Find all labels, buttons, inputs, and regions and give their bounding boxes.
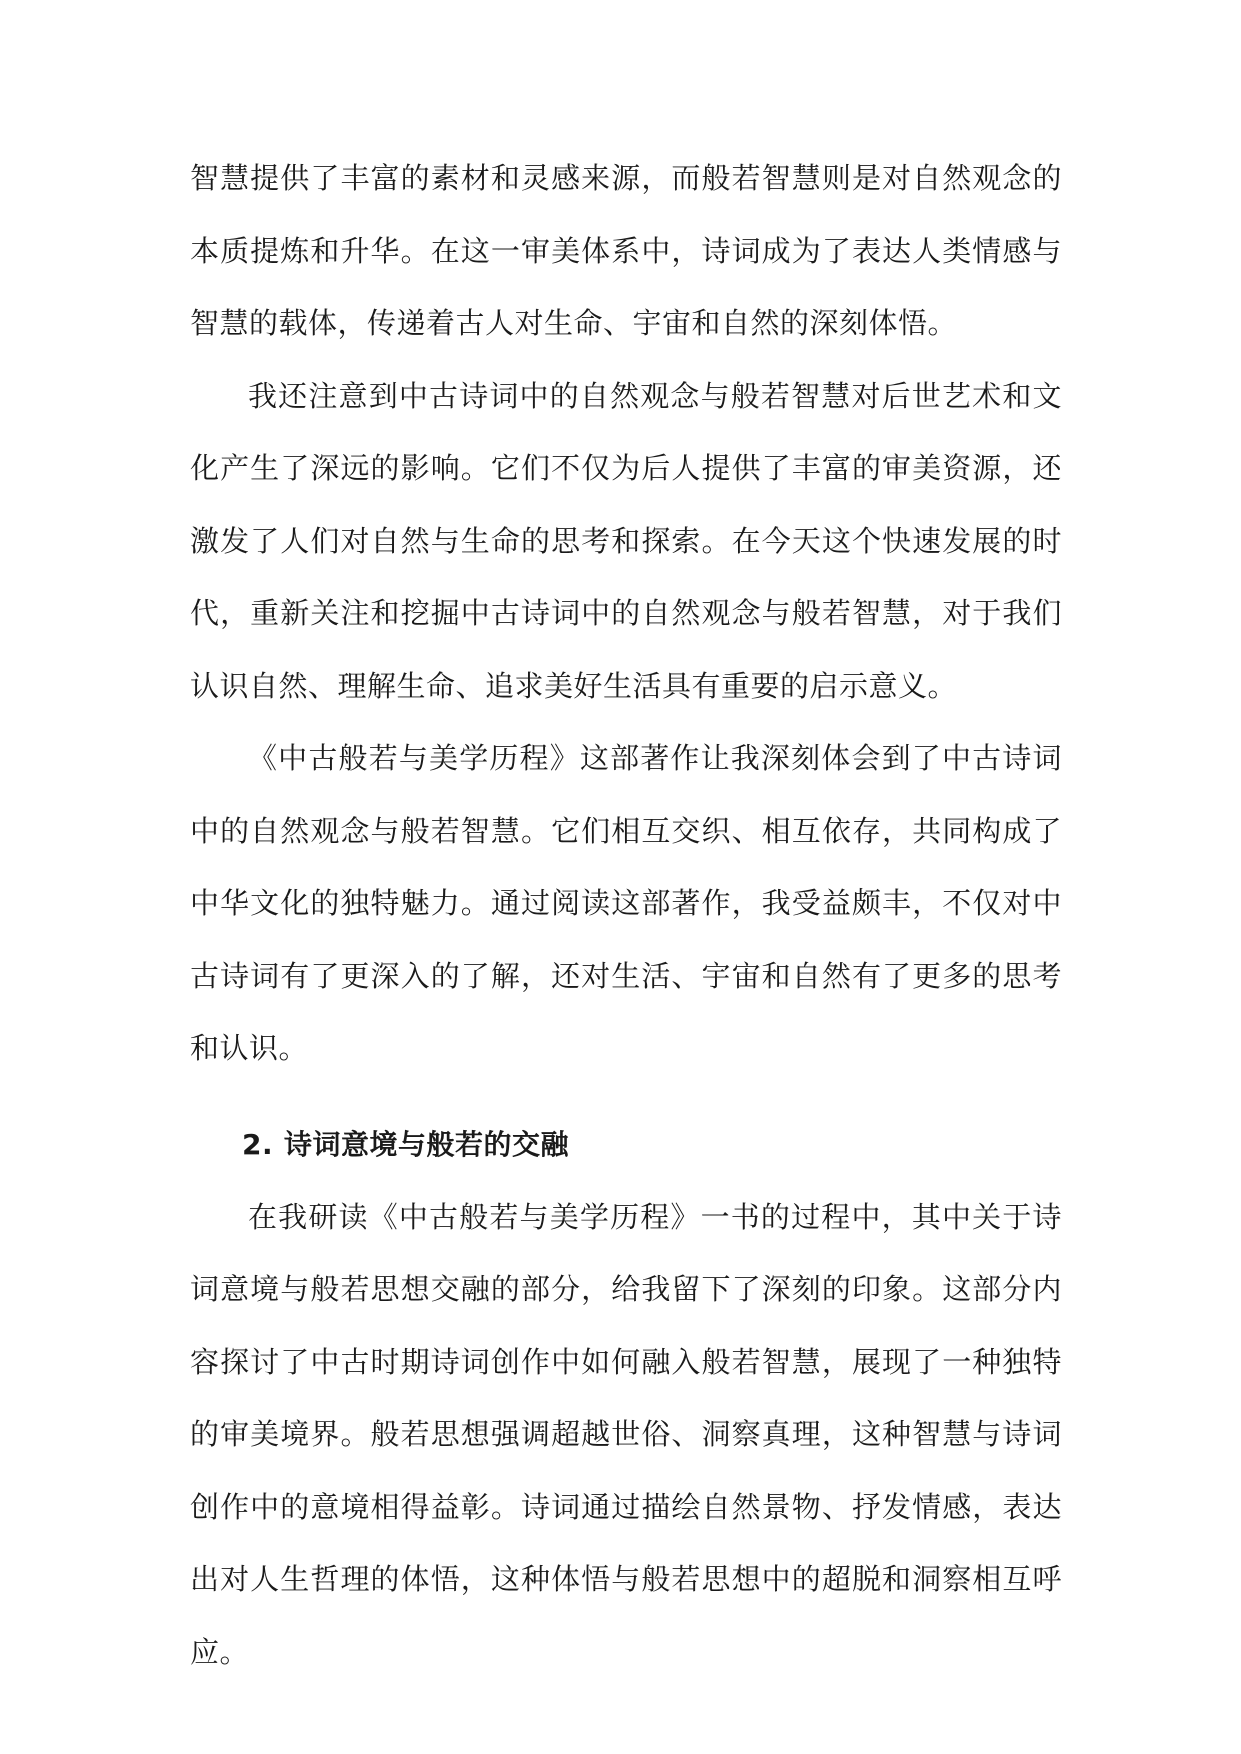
section-title: 诗词意境与般若的交融 <box>284 1127 570 1161</box>
section-number: 2. <box>242 1127 274 1161</box>
paragraph-continuation: 智慧提供了丰富的素材和灵感来源，而般若智慧则是对自然观念的本质提炼和升华。在这一审美体系中，诗词成为了表达人类情感与智慧的载体，传递着古人对生命、宇宙和自然的深刻体悟。 <box>190 161 1062 340</box>
paragraph-influence: 我还注意到中古诗词中的自然观念与般若智慧对后世艺术和文化产生了深远的影响。它们不仅为后人提供了丰富的审美资源，还激发了人们对自然与生命的思考和探索。在今天这个快速发展的时代，重新关注和挖掘中古诗词中的自然观念与般若智慧，对于我们认识自然、理解生命、追求美好生活具有重要的启示意义。 <box>190 378 1062 703</box>
paragraph-conclusion: 《中古般若与美学历程》这部著作让我深刻体会到了中古诗词中的自然观念与般若智慧。它们相互交织、相互依存，共同构成了中华文化的独特魅力。通过阅读这部著作，我受益颇丰，不仅对中古诗词有了更深入的了解，还对生活、宇宙和自然有了更多的思考和认识。 <box>190 741 1062 1065</box>
section-heading <box>190 1109 1062 1181</box>
paragraph-section-intro: 在我研读《中古般若与美学历程》一书的过程中，其中关于诗词意境与般若思想交融的部分，给我留下了深刻的印象。这部分内容探讨了中古时期诗词创作中如何融入般若智慧，展现了一种独特的审美境界。般若思想强调超越世俗、洞察真理，这种智慧与诗词创作中的意境相得益彰。诗词通过描绘自然景物、抒发情感，表达出对人生哲理的体悟，这种体悟与般若思想中的超脱和洞察相互呼应。 <box>190 1199 1062 1669</box>
page-body <box>190 142 1062 1688</box>
